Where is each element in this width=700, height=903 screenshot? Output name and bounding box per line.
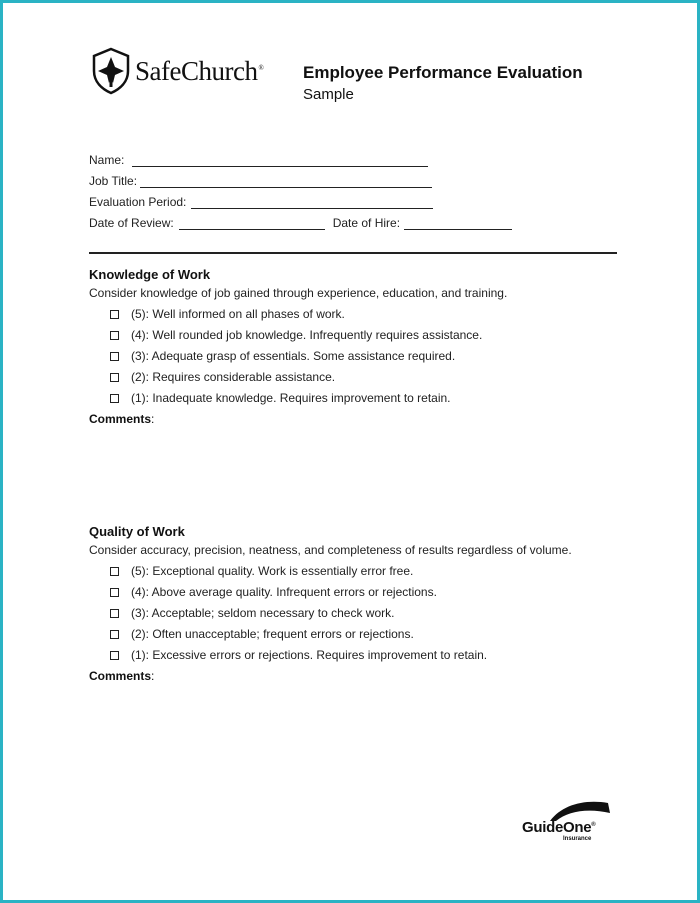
evaluation-period-label: Evaluation Period: [89, 195, 187, 209]
guideone-logo [522, 799, 614, 849]
safechurch-logo [91, 47, 263, 95]
quality-option-2[interactable] [110, 627, 414, 641]
job-title-field[interactable] [89, 174, 432, 188]
checkbox[interactable] [110, 310, 119, 319]
option-label: (1): Excessive errors or rejections. Requires improvement to retain. [131, 648, 488, 662]
shield-icon [91, 47, 131, 95]
job-title-label: Job Title: [89, 174, 138, 188]
name-label: Name: [89, 153, 125, 167]
quality-option-3[interactable] [110, 606, 394, 620]
checkbox[interactable] [110, 352, 119, 361]
option-label: (3): Adequate grasp of essentials. Some assistance required. [131, 349, 456, 363]
date-of-review-label: Date of Review: [89, 216, 174, 230]
date-of-review-line[interactable] [179, 217, 325, 230]
option-label: (5): Well informed on all phases of work. [131, 307, 345, 321]
evaluation-period-line[interactable] [191, 196, 433, 209]
checkbox[interactable] [110, 630, 119, 639]
guideone-insurance-label: Insurance [563, 836, 592, 842]
checkbox[interactable] [110, 331, 119, 340]
comments-label-quality: Comments: [89, 669, 155, 683]
checkbox[interactable] [110, 651, 119, 660]
knowledge-option-4[interactable] [110, 328, 482, 342]
section-divider [89, 252, 617, 254]
name-field[interactable] [89, 153, 428, 167]
date-of-review-field[interactable] [89, 216, 512, 230]
option-label: (4): Well rounded job knowledge. Infrequently requires assistance. [131, 328, 483, 342]
logo-wordmark: SafeChurch® [135, 55, 264, 86]
checkbox[interactable] [110, 609, 119, 618]
name-line[interactable] [132, 154, 428, 167]
option-label: (5): Exceptional quality. Work is essentially error free. [131, 564, 414, 578]
option-label: (1): Inadequate knowledge. Requires improvement to retain. [131, 391, 451, 405]
knowledge-option-3[interactable] [110, 349, 455, 363]
guideone-wordmark: GuideOne® [522, 819, 596, 836]
knowledge-option-2[interactable] [110, 370, 335, 384]
section-title-quality: Quality of Work [89, 524, 185, 539]
option-label: (4): Above average quality. Infrequent errors or rejections. [131, 585, 437, 599]
option-label: (3): Acceptable; seldom necessary to check work. [131, 606, 395, 620]
document-subtitle: Sample [303, 86, 354, 103]
checkbox[interactable] [110, 394, 119, 403]
checkbox[interactable] [110, 373, 119, 382]
knowledge-option-1[interactable] [110, 391, 451, 405]
quality-option-4[interactable] [110, 585, 437, 599]
swoosh-icon [522, 799, 614, 821]
checkbox[interactable] [110, 588, 119, 597]
option-label: (2): Requires considerable assistance. [131, 370, 336, 384]
option-label: (2): Often unacceptable; frequent errors or rejections. [131, 627, 414, 641]
date-of-hire-label: Date of Hire: [332, 216, 401, 230]
document-title: Employee Performance Evaluation [303, 63, 583, 82]
section-description-knowledge: Consider knowledge of job gained through experience, education, and training. [89, 286, 508, 300]
knowledge-option-5[interactable] [110, 307, 345, 321]
comments-label-knowledge: Comments: [89, 412, 155, 426]
section-description-quality: Consider accuracy, precision, neatness, and completeness of results regardless of volume. [89, 543, 572, 557]
job-title-line[interactable] [140, 175, 432, 188]
quality-option-1[interactable] [110, 648, 487, 662]
checkbox[interactable] [110, 567, 119, 576]
section-title-knowledge: Knowledge of Work [89, 267, 211, 282]
date-of-hire-line[interactable] [404, 217, 512, 230]
evaluation-period-field[interactable] [89, 195, 433, 209]
quality-option-5[interactable] [110, 564, 413, 578]
